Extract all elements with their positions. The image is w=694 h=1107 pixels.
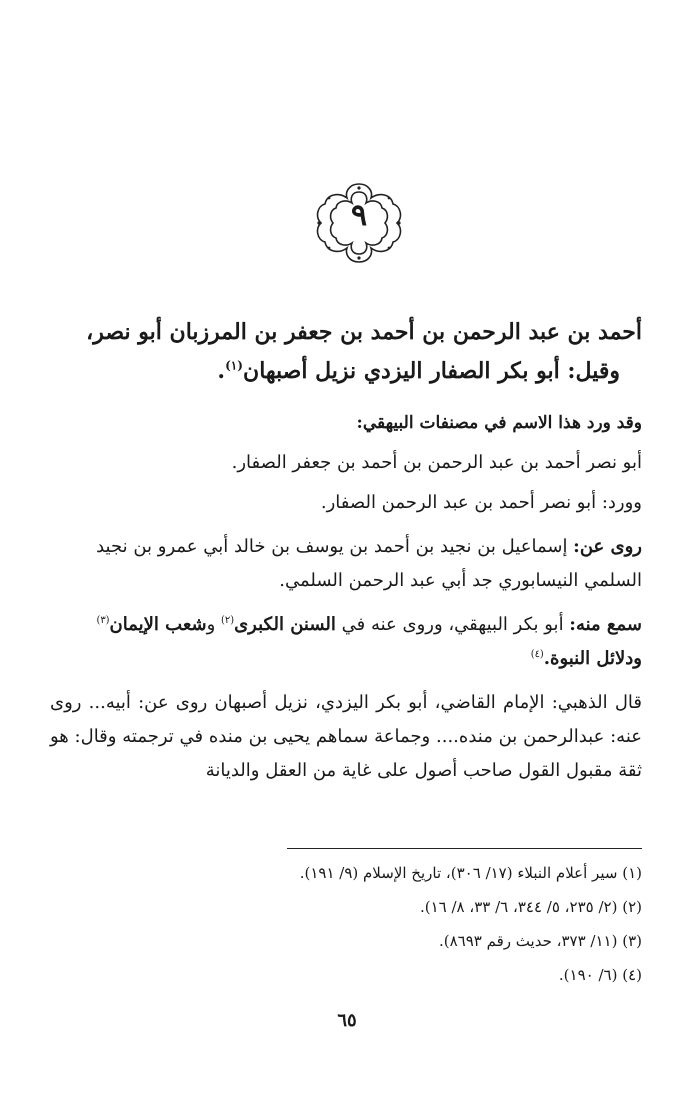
narrated-from-label: روى عن: <box>573 536 642 557</box>
footnote-ref-3[interactable]: (٣) <box>96 615 110 626</box>
chapter-ornament <box>311 180 407 266</box>
narrated-from-paragraph <box>50 530 642 598</box>
footnote-number: (١) <box>622 864 642 882</box>
entry-title-text: وقيل: أبو بكر الصفار اليزدي نزيل أصبهان <box>243 358 620 384</box>
name-form-2: وورد: أبو نصر أحمد بن عبد الرحمن الصفار. <box>320 492 642 513</box>
footnote-ref-1[interactable]: (١) <box>225 358 244 373</box>
entry-title-line2 <box>50 352 620 390</box>
footnote-text: (٢/ ٢٣٥، ٥/ ٣٤٤، ٦/ ٣٣، ٨/ ١٦). <box>419 898 618 916</box>
footnote-text: (٦/ ١٩٠). <box>558 966 618 984</box>
entry-title-line1: أحمد بن عبد الرحمن بن أحمد بن جعفر بن المرزبان أبو نصر، <box>86 319 642 345</box>
footnote-item <box>150 924 642 958</box>
footnote-number: (٣) <box>622 932 642 950</box>
footnote-text: سير أعلام النبلاء (١٧/ ٣٠٦)، تاريخ الإسلام (٩/ ١٩١). <box>299 864 618 882</box>
book-shuab-iman: شعب الإيمان <box>109 614 207 635</box>
footnote-text: (١١/ ٣٧٣، حديث رقم ٨٦٩٣). <box>439 932 618 950</box>
narrated-from-text: إسماعيل بن نجيد بن أحمد بن يوسف بن خالد أبي عمرو بن نجيد السلمي النيسابوري جد أبي عبد الرحمن السلمي. <box>96 536 642 591</box>
heard-from-text: أبو بكر البيهقي، وروى عنه في <box>335 614 570 635</box>
main-text <box>50 312 642 788</box>
footnotes <box>150 856 642 992</box>
footnote-ref-2[interactable]: (٢) <box>221 615 235 626</box>
entry-title-end: . <box>217 358 226 384</box>
footnote-item <box>150 856 642 890</box>
chapter-number: ٩ <box>350 198 368 233</box>
name-form-1: أبو نصر أحمد بن عبد الرحمن بن أحمد بن جعفر الصفار. <box>231 452 642 473</box>
connector-2: و <box>633 648 642 669</box>
page-number: ٦٥ <box>337 1010 357 1031</box>
footnote-number: (٤) <box>622 966 642 984</box>
footnote-ref-4[interactable]: (٤) <box>530 649 544 660</box>
footnote-separator <box>287 848 642 849</box>
book-sunan-kubra: السنن الكبرى <box>234 614 336 635</box>
dhahabi-paragraph: قال الذهبي: الإمام القاضي، أبو بكر اليزدي، نزيل أصبهان روى عن: أبيه... روى عنه: عبدالرحمن بن منده.... وجماعة سماهم يحيى بن منده في ترجمته وقال: هو ثقة مقبول القول صاحب أصول على غاية من العقل والديانة <box>50 692 642 781</box>
footnote-number: (٢) <box>622 898 642 916</box>
footnote-item <box>150 890 642 924</box>
book-dalail-nubuwwa: دلائل النبوة. <box>543 648 634 669</box>
heard-from-label: سمع منه: <box>569 614 642 635</box>
connector-1: و <box>206 614 222 635</box>
footnote-item <box>150 958 642 992</box>
section-heading-name-occurrence: وقد ورد هذا الاسم في مصنفات البيهقي: <box>356 413 642 433</box>
heard-from-paragraph <box>50 608 642 676</box>
